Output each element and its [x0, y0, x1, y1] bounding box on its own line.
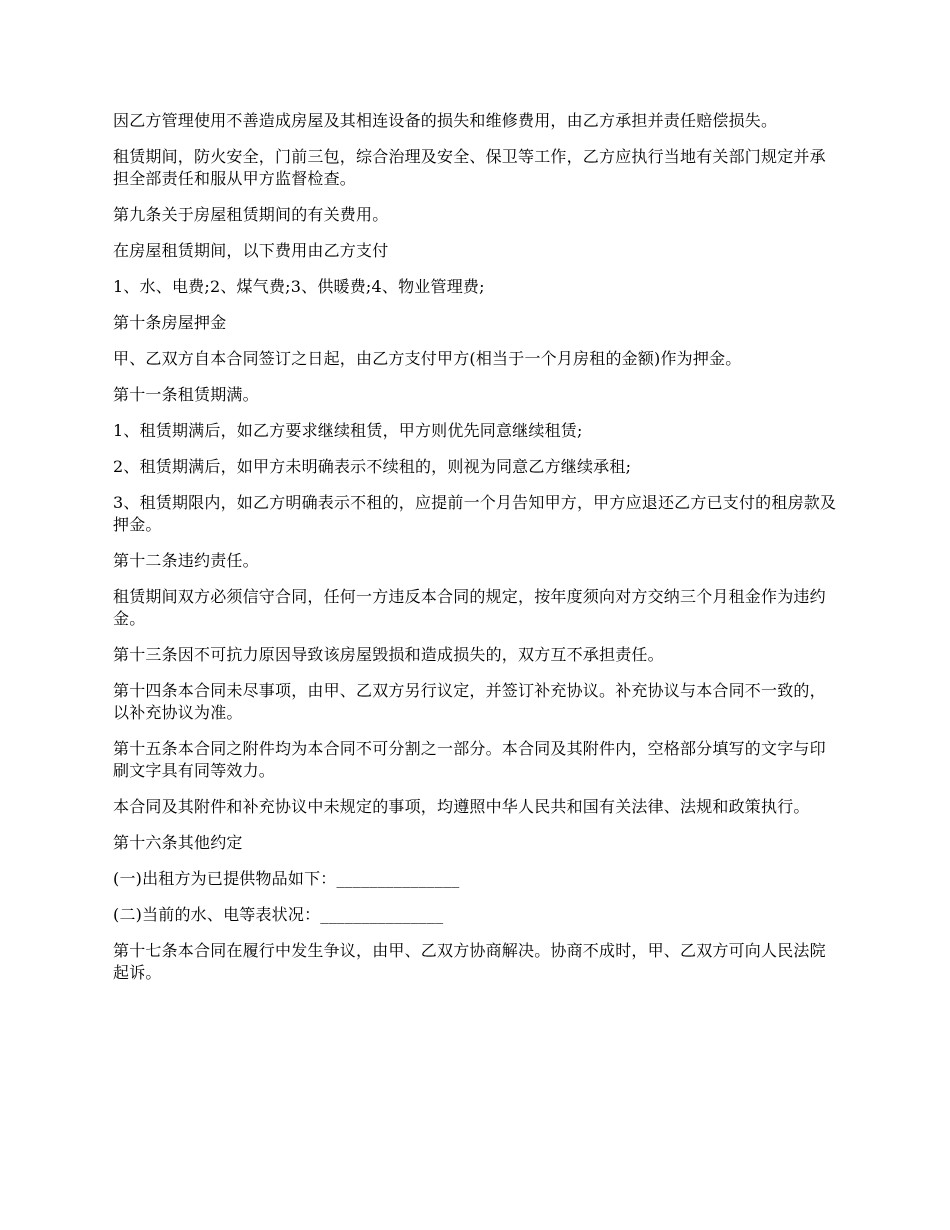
clause-12-heading: 第十二条违约责任。 [113, 551, 259, 570]
document-page [113, 110, 841, 998]
clause-14: 第十四条本合同未尽事项，由甲、乙双方另行议定，并签订补充协议。补充协议与本合同不一致的，以补充协议为准。 [113, 681, 826, 722]
paragraph-breach: 租赁期间双方必须信守合同，任何一方违反本合同的规定，按年度须向对方交纳三个月租金作为违约金。 [113, 587, 826, 628]
paragraph-meter-status: (二)当前的水、电等表状况：_______________ [113, 905, 444, 924]
paragraph-expiry-2: 2、租赁期满后，如甲方未明确表示不续租的，则视为同意乙方继续承租; [113, 457, 632, 476]
paragraph-fire-safety: 租赁期间，防火安全，门前三包，综合治理及安全、保卫等工作，乙方应执行当地有关部门规定并承担全部责任和服从甲方监督检查。 [113, 147, 826, 188]
paragraph-deposit: 甲、乙双方自本合同签订之日起，由乙方支付甲方(相当于一个月房租的金额)作为押金。 [113, 349, 742, 368]
clause-17: 第十七条本合同在履行中发生争议，由甲、乙双方协商解决。协商不成时，甲、乙双方可向人民法院起诉。 [113, 941, 826, 982]
clause-9-heading: 第九条关于房屋租赁期间的有关费用。 [113, 205, 389, 224]
paragraph-expiry-1: 1、租赁期满后，如乙方要求继续租赁，甲方则优先同意继续租赁; [113, 421, 583, 440]
paragraph-governing-law: 本合同及其附件和补充协议中未规定的事项，均遵照中华人民共和国有关法律、法规和政策执行。 [113, 797, 810, 816]
clause-13: 第十三条因不可抗力原因导致该房屋毁损和造成损失的，双方互不承担责任。 [113, 645, 664, 664]
clause-15: 第十五条本合同之附件均为本合同不可分割之一部分。本合同及其附件内，空格部分填写的文字与印刷文字具有同等效力。 [113, 739, 826, 780]
paragraph-expiry-3: 3、租赁期限内，如乙方明确表示不租的，应提前一个月告知甲方，甲方应退还乙方已支付的租房款及押金。 [113, 493, 837, 534]
paragraph-damage-liability: 因乙方管理使用不善造成房屋及其相连设备的损失和维修费用，由乙方承担并责任赔偿损失。 [113, 111, 778, 130]
clause-10-heading: 第十条房屋押金 [113, 313, 227, 332]
clause-11-heading: 第十一条租赁期满。 [113, 385, 259, 404]
clause-16-heading: 第十六条其他约定 [113, 833, 243, 852]
paragraph-provided-items: (一)出租方为已提供物品如下：_______________ [113, 869, 460, 888]
paragraph-fees-list: 1、水、电费;2、煤气费;3、供暖费;4、物业管理费; [113, 277, 485, 296]
paragraph-fees-intro: 在房屋租赁期间，以下费用由乙方支付 [113, 241, 389, 260]
